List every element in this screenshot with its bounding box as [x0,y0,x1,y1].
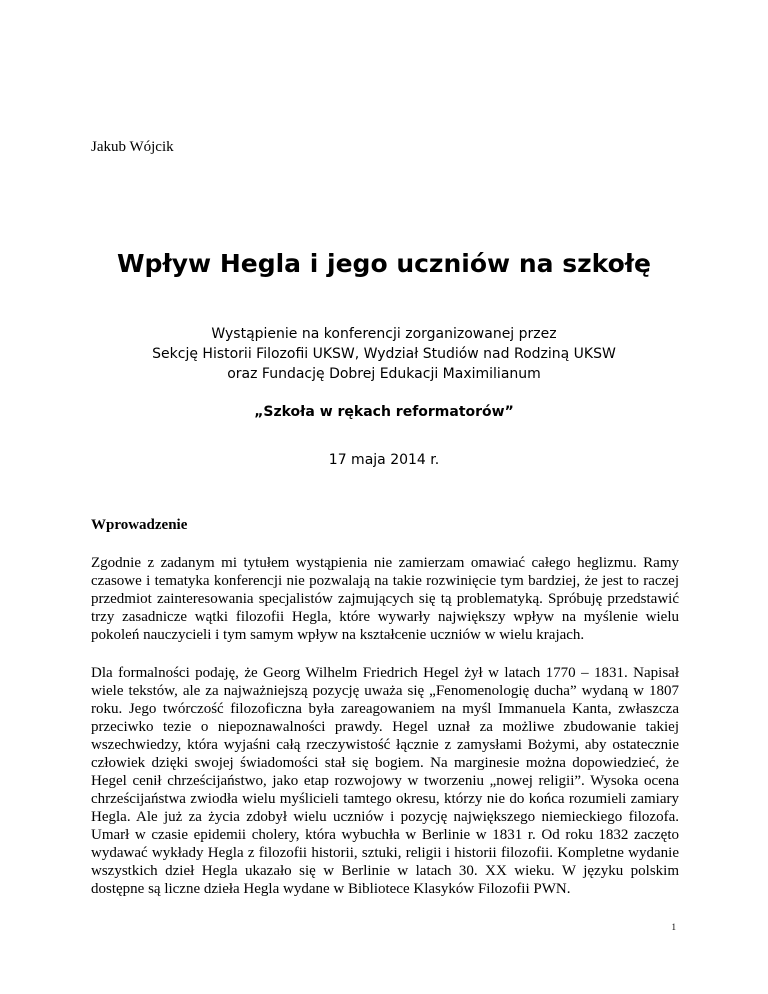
document-title: Wpływ Hegla i jego uczniów na szkołę [116,249,651,278]
subtitle-line: Sekcję Historii Filozofii UKSW, Wydział Studiów nad Rodziną UKSW [152,346,616,362]
page-number: 1 [671,922,676,932]
conference-date: 17 maja 2014 r. [328,452,440,468]
paragraph: Zgodnie z zadanym mi tytułem wystąpienia nie zamierzam omawiać całego heglizmu. Ramy czasowe i tematyka konferencji nie pozwalają na takie rozwinięcie tym bardziej, że jest to raczej przedmiot zainteresowania specjalistów zajmujących się tą problematyką. Spróbuję przedstawić trzy zasadnicze wątki filozofii Hegla, które wywarły największy wpływ na myślenie wielu pokoleń nauczycieli i tym samym wpływ na kształcenie uczniów w wielu krajach. [91,555,679,643]
subtitle-line: oraz Fundację Dobrej Edukacji Maximilianum [227,366,541,382]
paragraph: Dla formalności podaję, że Georg Wilhelm Friedrich Hegel żył w latach 1770 – 1831. Napisał wiele tekstów, ale za najważniejszą pozycję uważa się „Fenomenologię ducha” wydaną w 1807 roku. Jego twórczość filozoficzna była zareagowaniem na myśl Immanuela Kanta, zwłaszcza przeciwko tezie o niepoznawalności prawdy. Hegel uznał za możliwe zbudowanie takiej wszechwiedzy, która wyjaśni całą rzeczywistość łącznie z zamysłami Bożymi, aby ostatecznie człowiek dzięki swojej świadomości stał się bogiem. Na marginesie można dopowiedzieć, że Hegel cenił chrześcijaństwo, jako etap rozwojowy w tworzeniu „nowej religii”. Wysoka ocena chrześcijaństwa zwiodła wielu myślicieli tamtego okresu, którzy nie do końca rozumieli zamiary Hegla. Ale już za życia zdobył wielu uczniów i pozycję największego niemieckiego filozofa. Umarł w czasie epidemii cholery, która wybuchła w Berlinie w 1831 r. Od roku 1832 zaczęto wydawać wykłady Hegla z filozofii historii, sztuki, religii i historii filozofii. Kompletne wydanie wszystkich dzieł Hegla ukazało się w Berlinie w latach 30. XX wieku. W języku polskim dostępne są liczne dzieła Hegla wydane w Bibliotece Klasyków Filozofii PWN. [91,665,679,897]
conference-title: „Szkoła w rękach reformatorów” [254,404,514,420]
author-name: Jakub Wójcik [91,139,174,155]
section-heading: Wprowadzenie [91,517,188,533]
conference-description [0,324,768,384]
subtitle-line: Wystąpienie na konferencji zorganizowanej przez [211,326,557,342]
